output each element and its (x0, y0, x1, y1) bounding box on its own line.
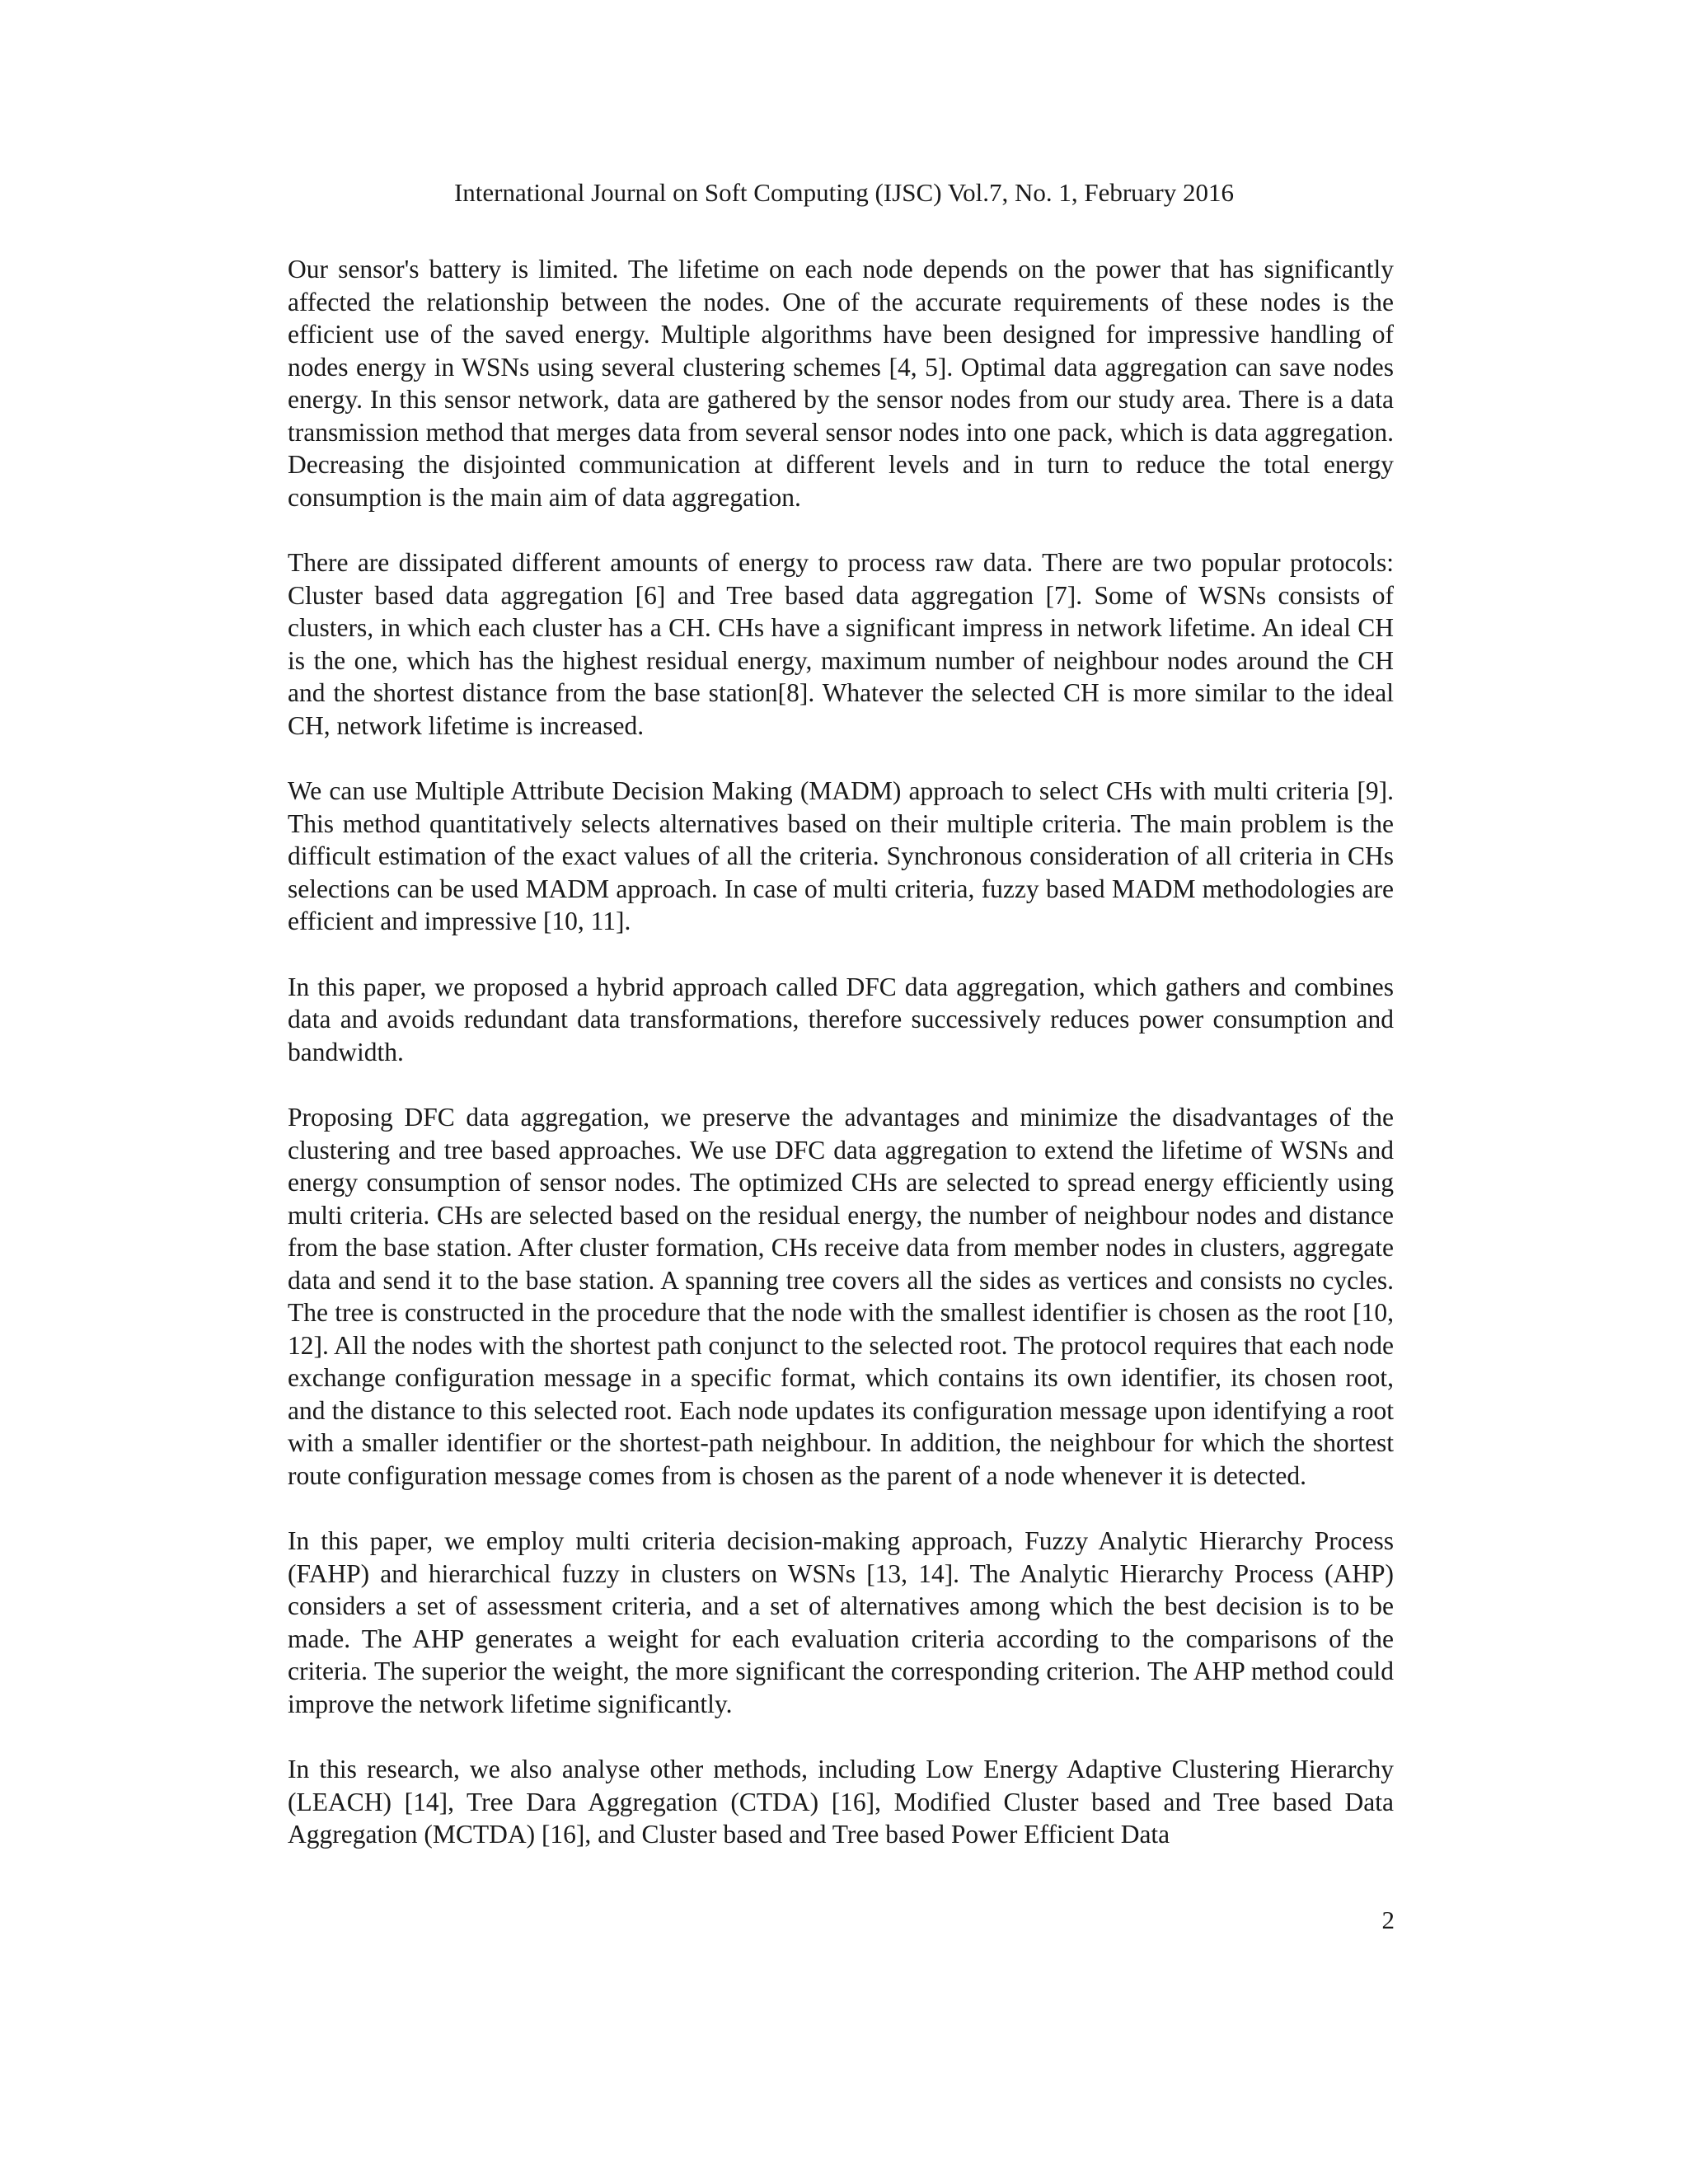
paragraph-7: In this research, we also analyse other methods, including Low Energy Adaptive Clustering Hierarchy (LEACH) [14], Tree Dara Aggregation (CTDA) [16], Modified Cluster based and Tree based Data Aggregation (MCTDA) [16], and Cluster based and Tree based Power Efficient Data (288, 1755, 1394, 1849)
paragraph-5: Proposing DFC data aggregation, we preserve the advantages and minimize the disadvantages of the clustering and tree based approaches. We use DFC data aggregation to extend the lifetime of WSNs and energy consumption of sensor nodes. The optimized CHs are selected to spread energy efficiently using multi criteria. CHs are selected based on the residual energy, the number of neighbour nodes and distance from the base station. After cluster formation, CHs receive data from member nodes in clusters, aggregate data and send it to the base station. A spanning tree covers all the sides as vertices and consists no cycles. The tree is constructed in the procedure that the node with the smallest identifier is chosen as the root [10, 12]. All the nodes with the shortest path conjunct to the selected root. The protocol requires that each node exchange configuration message in a specific format, which contains its own identifier, its chosen root, and the distance to this selected root. Each node updates its configuration message upon identifying a root with a smaller identifier or the shortest-path neighbour. In addition, the neighbour for which the shortest route configuration message comes from is chosen as the parent of a node whenever it is detected. (288, 1103, 1394, 1490)
paragraph-2: There are dissipated different amounts of energy to process raw data. There are two popular protocols: Cluster based data aggregation [6] and Tree based data aggregation [7]. Some of WSNs consists of clusters, in which each cluster has a CH. CHs have a significant impress in network lifetime. An ideal CH is the one, which has the highest residual energy, maximum number of neighbour nodes around the CH and the shortest distance from the base station[8]. Whatever the selected CH is more similar to the ideal CH, network lifetime is increased. (288, 548, 1394, 740)
page-number: 2 (1381, 1905, 1395, 1934)
paragraph-3: We can use Multiple Attribute Decision Making (MADM) approach to select CHs with multi criteria [9]. This method quantitatively selects alternatives based on their multiple criteria. The main problem is the difficult estimation of the exact values of all the criteria. Synchronous consideration of all criteria in CHs selections can be used MADM approach. In case of multi criteria, fuzzy based MADM methodologies are efficient and impressive [10, 11]. (288, 776, 1394, 935)
paragraph-4: In this paper, we proposed a hybrid approach called DFC data aggregation, which gathers and combines data and avoids redundant data transformations, therefore successively reduces power consumption and bandwidth. (288, 972, 1394, 1066)
paragraph-1: Our sensor's battery is limited. The lifetime on each node depends on the power that has significantly affected the relationship between the nodes. One of the accurate requirements of these nodes is the efficient use of the saved energy. Multiple algorithms have been designed for impressive handling of nodes energy in WSNs using several clustering schemes [4, 5]. Optimal data aggregation can save nodes energy. In this sensor network, data are gathered by the sensor nodes from our study area. There is a data transmission method that merges data from several sensor nodes into one pack, which is data aggregation. Decreasing the disjointed communication at different levels and in turn to reduce the total energy consumption is the main aim of data aggregation. (288, 255, 1394, 512)
body-text (288, 253, 1394, 1851)
running-header: International Journal on Soft Computing (IJSC) Vol.7, No. 1, February 2016 (453, 178, 1234, 207)
paragraph-6: In this paper, we employ multi criteria decision-making approach, Fuzzy Analytic Hierarchy Process (FAHP) and hierarchical fuzzy in clusters on WSNs [13, 14]. The Analytic Hierarchy Process (AHP) considers a set of assessment criteria, and a set of alternatives among which the best decision is to be made. The AHP generates a weight for each evaluation criteria according to the comparisons of the criteria. The superior the weight, the more significant the corresponding criterion. The AHP method could improve the network lifetime significantly. (288, 1526, 1394, 1718)
